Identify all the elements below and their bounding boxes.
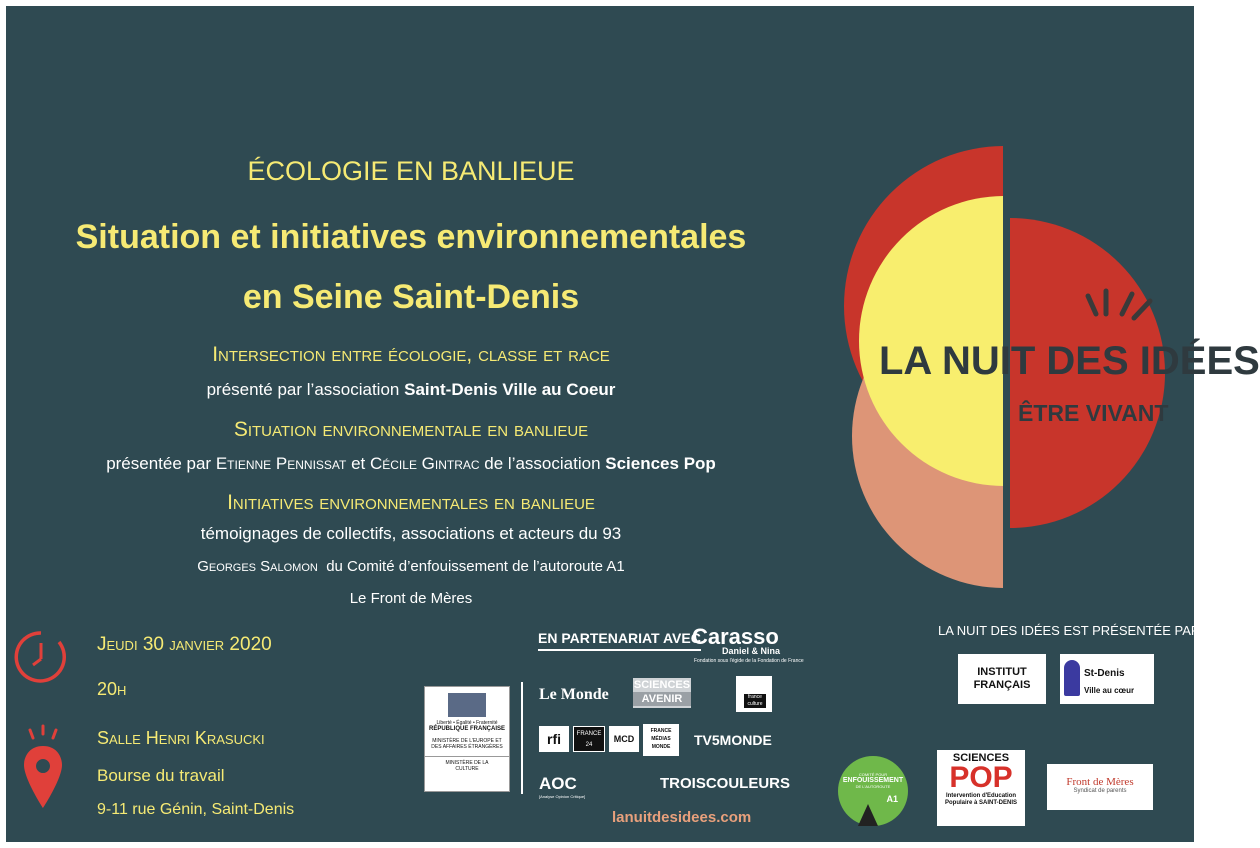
enfouissement-logo: COMITÉ POUR ENFOUISSEMENT DE L'AUTOROUTE A1 [838,756,908,826]
venue-building: Bourse du travail [97,766,225,785]
lemonde-logo: Le Monde [539,686,609,703]
front-de-meres-logo: Front de Mères Syndicat de parents [1047,764,1153,810]
talk2-title: Situation environnementale en banlieue [233,418,589,441]
fmm-logo: FRANCE MÉDIAS MONDE [643,724,679,756]
location-pin-icon [20,724,66,810]
presented-heading: LA NUIT DES IDÉES EST PRÉSENTÉE PAR [938,623,1201,638]
event-time: 20h [97,679,127,699]
poster [6,6,1260,842]
mcd-logo: MCD [609,726,639,752]
tv5monde-logo: TV5MONDE [694,732,772,748]
title-line-1: Situation et initiatives environnementales [75,218,747,256]
france-culture-logo: france culture [736,676,772,712]
talk1-title: Intersection entre écologie, classe et race [212,343,610,366]
sciences-avenir-logo: SCIENCES AVENIR [633,678,691,708]
troiscouleurs-logo: TROISCOULEURS [660,775,791,792]
talk2-presenters: présentée par Etienne Pennissat et Cécile Gintrac de l’association Sciences Pop [106,454,716,473]
stdenis-logo: St-Denis Ville au cœur [1060,654,1154,704]
hand-icon [1064,660,1080,696]
clock-icon [12,628,70,686]
website-link[interactable]: lanuitdesidees.com [612,809,752,826]
brand-title: LA NUIT DES IDÉES [879,339,1260,383]
talk3-speaker: Georges Salomon du Comité d’enfouissement de l’autoroute A1 [197,558,625,575]
rfi-logo: rfi [539,726,569,752]
institut-francais-logo: INSTITUT FRANÇAIS [958,654,1046,704]
ministry-logo: Liberté • Égalité • Fraternité RÉPUBLIQUE FRANÇAISE MINISTÈRE DE L’EUROPE ET DES AFFAIRES ÉTRANGÈRES MINISTÈRE DE LA CULTURE [424,686,510,792]
marianne-icon [448,693,486,717]
aoc-sub: [Analyse Opinion Critique] [539,794,586,799]
title-line-2: en Seine Saint-Denis [242,278,580,316]
carasso-tag: Fondation sous l'égide de la Fondation de France [694,658,804,664]
venue-name: Salle Henri Krasucki [97,728,265,748]
venue-address: 9-11 rue Génin, Saint-Denis [97,801,295,818]
carasso-sub: Daniel & Nina [722,646,781,656]
partners-heading: EN PARTENARIAT AVEC [538,630,701,651]
talk3-subtitle: témoignages de collectifs, associations et acteurs du 93 [200,524,622,543]
aoc-logo: AOC [539,774,577,793]
event-date: Jeudi 30 janvier 2020 [97,634,272,655]
talk1-presenter: présenté par l’association Saint-Denis Ville au Coeur [206,380,616,399]
sciences-pop-logo: SCIENCES POP Intervention d'Education Populaire à SAINT-DENIS [937,750,1025,826]
carasso-logo: Carasso [692,624,779,649]
partners-divider [521,682,523,794]
france24-logo: FRANCE 24 [573,726,605,752]
talk3-speaker-2: Le Front de Mères [349,590,473,607]
brand-subtitle: ÊTRE VIVANT [1018,400,1169,426]
talk3-title: Initiatives environnementales en banlieue [227,491,595,514]
kicker: ÉCOLOGIE EN BANLIEUE [247,156,575,186]
road-icon [858,804,878,826]
